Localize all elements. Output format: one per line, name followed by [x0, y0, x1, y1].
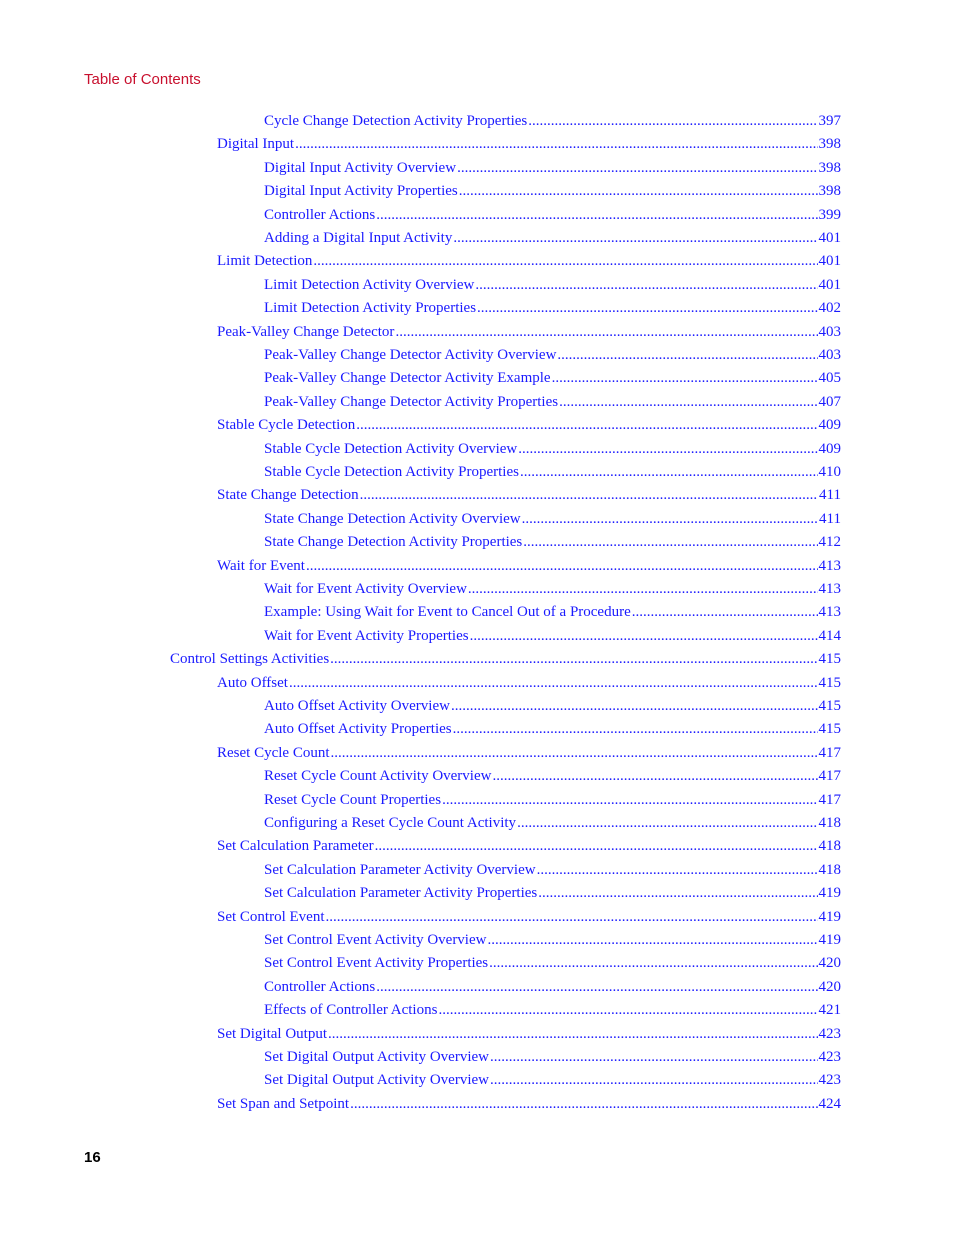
- toc-dot-leader: [632, 602, 818, 622]
- toc-dot-leader: [453, 719, 818, 739]
- toc-entry[interactable]: [264, 602, 841, 622]
- toc-dot-leader: [518, 439, 817, 459]
- toc-entry-title: Stable Cycle Detection Activity Overview: [264, 440, 518, 457]
- toc-entry-title: Effects of Controller Actions: [264, 1002, 438, 1019]
- toc-entry[interactable]: [264, 860, 841, 880]
- toc-entry[interactable]: [217, 322, 841, 342]
- toc-entry-title: State Change Detection Activity Properties: [264, 534, 523, 551]
- toc-entry-page: 397: [818, 113, 841, 129]
- toc-entry[interactable]: [217, 836, 841, 856]
- toc-dot-leader: [442, 790, 817, 810]
- toc-dot-leader: [313, 251, 817, 271]
- toc-entry[interactable]: [264, 228, 841, 248]
- toc-entry-page: 421: [818, 1002, 841, 1019]
- toc-dot-leader: [522, 509, 818, 529]
- toc-entry-title: Digital Input Activity Overview: [264, 159, 457, 176]
- running-header-title: Table of Contents: [84, 71, 201, 88]
- toc-dot-leader: [451, 696, 818, 716]
- toc-entry-title: Set Control Event Activity Overview: [264, 932, 487, 948]
- toc-entry-page: 401: [818, 230, 841, 246]
- toc-entry-title: Limit Detection: [217, 253, 313, 270]
- toc-entry[interactable]: [264, 368, 841, 388]
- toc-entry-title: Limit Detection Activity Properties: [264, 300, 477, 317]
- toc-entry[interactable]: [217, 1024, 841, 1044]
- toc-entry-title: Set Control Event Activity Properties: [264, 955, 489, 972]
- toc-entry-title: Peak-Valley Change Detector Activity Overview: [264, 347, 557, 363]
- toc-entry-page: 419: [818, 908, 841, 925]
- toc-entry[interactable]: [264, 766, 841, 786]
- toc-entry[interactable]: [217, 1094, 841, 1114]
- toc-entry-title: Digital Input Activity Properties: [264, 183, 458, 200]
- toc-dot-leader: [331, 743, 818, 763]
- toc-dot-leader: [375, 836, 818, 856]
- toc-entry-title: Set Digital Output Activity Overview: [264, 1072, 489, 1089]
- toc-entry[interactable]: [264, 977, 841, 997]
- toc-dot-leader: [538, 883, 817, 903]
- toc-dot-leader: [470, 626, 818, 646]
- toc-entry-title: Wait for Event Activity Properties: [264, 627, 469, 644]
- toc-entry-page: 415: [818, 651, 841, 668]
- toc-dot-leader: [468, 579, 818, 599]
- toc-dot-leader: [459, 181, 818, 201]
- toc-entry-title: Peak-Valley Change Detector: [217, 323, 395, 340]
- toc-dot-leader: [517, 813, 817, 833]
- toc-entry-title: State Change Detection: [217, 487, 359, 504]
- toc-entry[interactable]: [217, 251, 841, 271]
- toc-entry-page: 410: [818, 464, 841, 480]
- toc-entry-title: Auto Offset Activity Properties: [264, 721, 452, 738]
- toc-entry[interactable]: [264, 790, 841, 810]
- toc-entry[interactable]: [264, 392, 841, 412]
- toc-entry-page: 420: [818, 955, 841, 972]
- toc-entry-page: 418: [818, 838, 841, 855]
- toc-dot-leader: [557, 345, 817, 365]
- toc-entry[interactable]: [264, 696, 841, 716]
- toc-entry-page: 418: [818, 861, 841, 878]
- toc-entry-page: 401: [818, 253, 841, 270]
- toc-entry-title: Set Span and Setpoint: [217, 1095, 350, 1112]
- toc-entry-page: 411: [819, 510, 841, 527]
- toc-dot-leader: [289, 673, 818, 693]
- toc-dot-leader: [350, 1094, 817, 1114]
- toc-entry-page: 407: [818, 393, 841, 410]
- toc-dot-leader: [552, 368, 818, 388]
- toc-entry-title: Reset Cycle Count Properties: [264, 791, 442, 808]
- toc-entry-page: 417: [818, 791, 841, 808]
- toc-dot-leader: [330, 649, 817, 669]
- toc-entry-title: Peak-Valley Change Detector Activity Properties: [264, 393, 559, 410]
- toc-entry[interactable]: [264, 813, 841, 833]
- toc-entry[interactable]: [217, 907, 841, 927]
- toc-dot-leader: [537, 860, 818, 880]
- toc-entry-title: Controller Actions: [264, 206, 376, 223]
- toc-dot-leader: [457, 158, 817, 178]
- toc-entry-title: Control Settings Activities: [170, 651, 330, 668]
- toc-entry[interactable]: [264, 181, 841, 201]
- toc-entry-title: Auto Offset Activity Overview: [264, 698, 450, 714]
- toc-entry[interactable]: [217, 415, 841, 435]
- toc-entry-page: 412: [818, 534, 841, 551]
- toc-dot-leader: [360, 485, 818, 505]
- toc-entry-title: Configuring a Reset Cycle Count Activity: [264, 815, 517, 831]
- toc-entry-page: 413: [818, 604, 841, 621]
- toc-dot-leader: [487, 930, 817, 950]
- toc-entry[interactable]: [264, 1070, 841, 1090]
- toc-dot-leader: [295, 134, 817, 154]
- toc-entry-page: 415: [818, 674, 841, 691]
- toc-entry-page: 403: [818, 347, 841, 363]
- toc-entry-page: 398: [818, 183, 841, 200]
- toc-entry-page: 409: [818, 417, 841, 434]
- toc-entry[interactable]: [217, 556, 841, 576]
- toc-entry[interactable]: [264, 462, 841, 482]
- toc-entry-page: 419: [818, 932, 841, 948]
- toc-dot-leader: [306, 556, 818, 576]
- toc-entry[interactable]: [217, 673, 841, 693]
- toc-entry[interactable]: [264, 205, 841, 225]
- toc-dot-leader: [489, 953, 817, 973]
- toc-entry-title: Adding a Digital Input Activity: [264, 230, 453, 246]
- toc-dot-leader: [376, 205, 817, 225]
- toc-dot-leader: [492, 766, 817, 786]
- toc-dot-leader: [395, 322, 817, 342]
- toc-entry[interactable]: [217, 485, 841, 505]
- toc-entry-title: Wait for Event Activity Overview: [264, 581, 467, 597]
- toc-entry[interactable]: [264, 111, 841, 131]
- toc-entry-page: 415: [818, 721, 841, 738]
- toc-entry-page: 423: [818, 1025, 841, 1042]
- toc-entry-title: Set Control Event: [217, 908, 325, 925]
- toc-entry-title: Digital Input: [217, 136, 295, 153]
- toc-entry[interactable]: [264, 298, 841, 318]
- toc-dot-leader: [376, 977, 817, 997]
- toc-entry-page: 409: [818, 440, 841, 457]
- toc-entry[interactable]: [264, 439, 841, 459]
- toc-entry-title: Peak-Valley Change Detector Activity Example: [264, 370, 551, 387]
- toc-entry[interactable]: [264, 1000, 841, 1020]
- toc-dot-leader: [490, 1047, 818, 1067]
- toc-entry-page: 398: [818, 159, 841, 176]
- toc-dot-leader: [475, 275, 817, 295]
- toc-entry-page: 414: [818, 627, 841, 644]
- toc-entry-page: 403: [818, 323, 841, 340]
- toc-entry-title: Set Calculation Parameter Activity Overview: [264, 861, 536, 878]
- toc-entry-page: 419: [818, 885, 841, 902]
- toc-entry-page: 415: [818, 698, 841, 714]
- toc-entry-page: 417: [818, 744, 841, 761]
- toc-entry[interactable]: [217, 134, 841, 154]
- toc-entry-page: 401: [818, 276, 841, 293]
- toc-entry-page: 411: [819, 487, 841, 504]
- toc-dot-leader: [453, 228, 817, 248]
- toc-entry-page: 424: [818, 1095, 841, 1112]
- toc-entry-title: Example: Using Wait for Event to Cancel Out of a Procedure: [264, 604, 631, 621]
- toc-entry-title: Auto Offset: [217, 674, 288, 691]
- toc-entry-page: 423: [818, 1072, 841, 1089]
- toc-entry[interactable]: [264, 626, 841, 646]
- toc-entry-title: Cycle Change Detection Activity Properties: [264, 113, 528, 129]
- toc-entry-page: 420: [818, 978, 841, 995]
- toc-dot-leader: [520, 462, 818, 482]
- toc-entry-title: Set Calculation Parameter Activity Properties: [264, 885, 538, 902]
- toc-entry[interactable]: [264, 579, 841, 599]
- toc-entry-title: Stable Cycle Detection Activity Properties: [264, 464, 519, 480]
- toc-entry-page: 399: [818, 206, 841, 223]
- toc-dot-leader: [326, 907, 818, 927]
- toc-entry-title: Reset Cycle Count Activity Overview: [264, 768, 492, 785]
- toc-entry[interactable]: [264, 509, 841, 529]
- toc-entry-title: Wait for Event: [217, 557, 305, 574]
- toc-entry-title: Set Digital Output Activity Overview: [264, 1049, 489, 1065]
- toc-entry[interactable]: [264, 158, 841, 178]
- toc-entry[interactable]: [264, 883, 841, 903]
- toc-entry-page: 405: [818, 370, 841, 387]
- toc-dot-leader: [328, 1024, 818, 1044]
- toc-entry-page: 423: [818, 1049, 841, 1065]
- toc-dot-leader: [490, 1070, 818, 1090]
- toc-dot-leader: [356, 415, 817, 435]
- toc-dot-leader: [528, 111, 817, 131]
- toc-entry-page: 402: [818, 300, 841, 317]
- toc-entry-page: 418: [818, 815, 841, 831]
- toc-entry[interactable]: [264, 1047, 841, 1067]
- toc-entry[interactable]: [264, 275, 841, 295]
- toc-entry[interactable]: [170, 649, 841, 669]
- toc-entry-title: Set Digital Output: [217, 1025, 327, 1042]
- toc-entry-title: State Change Detection Activity Overview: [264, 510, 521, 527]
- toc-dot-leader: [477, 298, 817, 318]
- toc-entry-page: 398: [818, 136, 841, 153]
- page-number: 16: [84, 1149, 101, 1166]
- toc-entry-title: Stable Cycle Detection: [217, 417, 356, 434]
- toc-entry-title: Limit Detection Activity Overview: [264, 276, 475, 293]
- toc-entry-title: Reset Cycle Count: [217, 744, 330, 761]
- toc-entry-page: 413: [818, 557, 841, 574]
- toc-entry[interactable]: [264, 532, 841, 552]
- toc-entry-title: Controller Actions: [264, 978, 376, 995]
- toc-entry-page: 417: [818, 768, 841, 785]
- toc-dot-leader: [523, 532, 817, 552]
- toc-entry[interactable]: [264, 345, 841, 365]
- toc-dot-leader: [559, 392, 817, 412]
- toc-entry[interactable]: [264, 719, 841, 739]
- toc-entry[interactable]: [264, 930, 841, 950]
- toc-dot-leader: [438, 1000, 817, 1020]
- toc-entry[interactable]: [264, 953, 841, 973]
- toc-entry-page: 413: [818, 581, 841, 597]
- toc-entry[interactable]: [217, 743, 841, 763]
- toc-entry-title: Set Calculation Parameter: [217, 838, 374, 855]
